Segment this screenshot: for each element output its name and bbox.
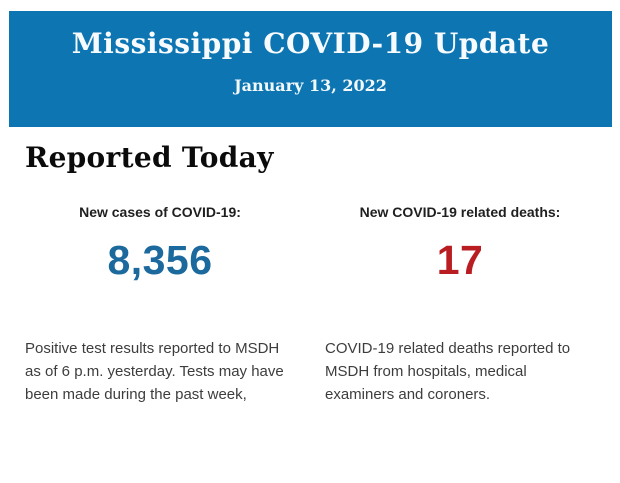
new-cases-value: 8,356 [107,237,213,283]
new-deaths-value: 17 [436,237,484,283]
stats-grid [25,204,595,406]
report-date: January 13, 2022 [234,76,387,95]
stat-new-cases [25,204,295,406]
section-heading: Reported Today [25,141,274,174]
new-cases-label: New cases of COVID-19: [79,204,241,220]
header-banner [9,11,612,127]
page-title: Mississippi COVID-19 Update [71,27,550,60]
new-deaths-label: New COVID-19 related deaths: [359,204,561,220]
report-body [0,127,620,406]
new-cases-description: Positive test results reported to MSDH as of 6 p.m. yesterday. Tests may have been made during the past week, [25,340,284,403]
stat-new-deaths [325,204,595,406]
new-deaths-description: COVID-19 related deaths reported to MSDH from hospitals, medical examiners and coroners. [325,340,571,403]
